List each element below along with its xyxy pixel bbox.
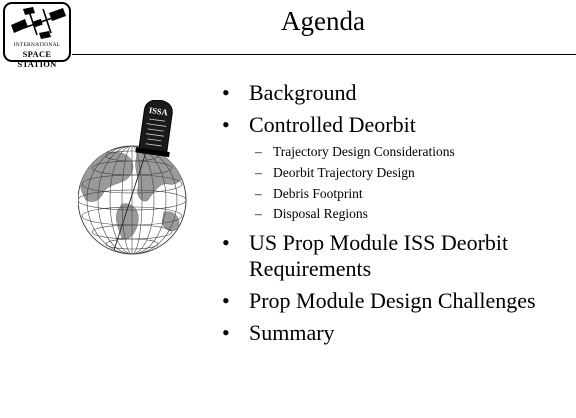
subitem-debris-footprint xyxy=(222,186,562,202)
subitem-trajectory-design-considerations xyxy=(222,144,562,160)
agenda-item-prop-module-design-challenges xyxy=(222,288,562,314)
bullet-icon: • xyxy=(222,320,230,346)
subitem-deorbit-trajectory-design xyxy=(222,165,562,181)
agenda-item-label: Background xyxy=(249,80,357,105)
dash-icon: – xyxy=(255,144,262,159)
logo-line-2: SPACE STATION xyxy=(17,49,57,69)
subitem-label: Debris Footprint xyxy=(273,185,363,201)
agenda-item-label: US Prop Module ISS Deorbit Requirements xyxy=(249,230,509,282)
dash-icon: – xyxy=(255,206,262,222)
controlled-deorbit-sublist xyxy=(222,144,562,222)
slide-title: Agenda xyxy=(281,6,365,36)
bullet-icon: • xyxy=(222,230,230,256)
agenda-list xyxy=(222,80,562,352)
bullet-icon: • xyxy=(222,80,230,105)
title-divider xyxy=(72,54,576,55)
tombstone-label: ISSA xyxy=(148,104,169,118)
agenda-item-controlled-deorbit xyxy=(222,112,562,138)
agenda-item-background xyxy=(222,80,562,106)
dash-icon: – xyxy=(255,164,262,180)
bullet-icon: • xyxy=(222,288,230,314)
subitem-label: Disposal Regions xyxy=(273,206,368,222)
agenda-item-us-prop-module-requirements xyxy=(222,230,562,282)
agenda-item-summary xyxy=(222,320,562,346)
agenda-item-label: Controlled Deorbit xyxy=(249,112,416,137)
tombstone-icon xyxy=(135,100,176,157)
subitem-label: Deorbit Trajectory Design xyxy=(273,164,415,180)
subitem-label: Trajectory Design Considerations xyxy=(273,144,455,159)
agenda-item-label: Summary xyxy=(249,320,335,346)
subitem-disposal-regions xyxy=(222,206,562,222)
iss-logo xyxy=(3,2,71,69)
logo-line-1: INTERNATIONAL xyxy=(13,42,61,48)
dash-icon: – xyxy=(255,185,262,201)
globe-tombstone-illustration xyxy=(78,100,196,256)
bullet-icon: • xyxy=(222,112,230,137)
agenda-item-label: Prop Module Design Challenges xyxy=(249,288,536,314)
space-station-icon xyxy=(9,7,67,41)
